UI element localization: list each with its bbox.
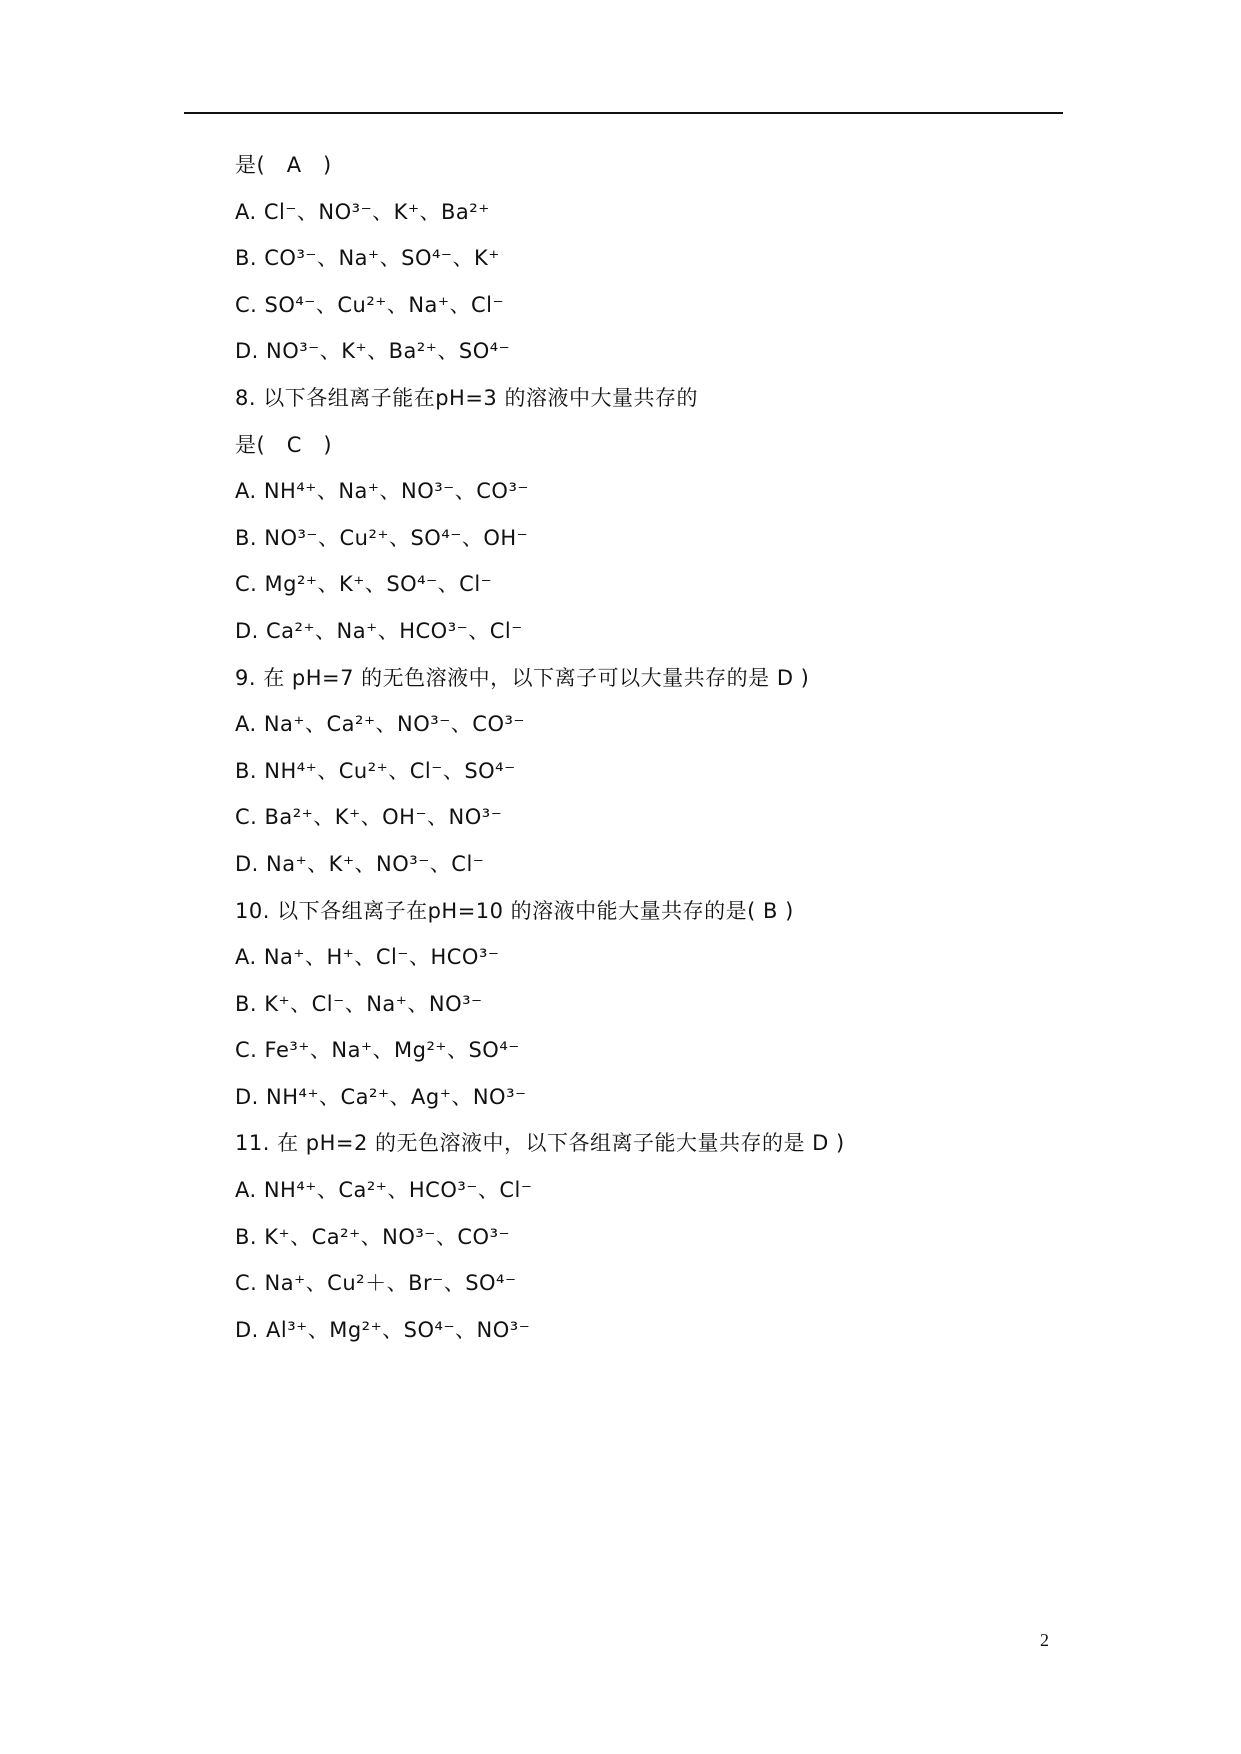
- option-d: D. Na⁺、K⁺、NO³⁻、Cl⁻: [235, 851, 485, 876]
- option-b: B. NO³⁻、Cu²⁺、SO⁴⁻、OH⁻: [235, 525, 529, 550]
- question-10: 10. 以下各组离子在pH=10 的溶液中能大量共存的是( B ): [235, 898, 794, 923]
- option-a: A. Na⁺、H⁺、Cl⁻、HCO³⁻: [235, 945, 500, 970]
- option-b: B. K⁺、Ca²⁺、NO³⁻、CO³⁻: [235, 1224, 511, 1249]
- option-d: D. Al³⁺、Mg²⁺、SO⁴⁻、NO³⁻: [235, 1317, 531, 1342]
- option-c: C. Na⁺、Cu²＋、Br⁻、SO⁴⁻: [235, 1271, 517, 1296]
- answer-line: 是( C ): [235, 432, 333, 457]
- option-a: A. NH⁴⁺、Na⁺、NO³⁻、CO³⁻: [235, 479, 529, 504]
- question-11: 11. 在 pH=2 的无色溶液中，以下各组离子能大量共存的是 D ): [235, 1131, 845, 1156]
- option-d: D. Ca²⁺、Na⁺、HCO³⁻、Cl⁻: [235, 618, 523, 643]
- option-c: C. Fe³⁺、Na⁺、Mg²⁺、SO⁴⁻: [235, 1038, 520, 1063]
- option-a: A. Cl⁻、NO³⁻、K⁺、Ba²⁺: [235, 199, 490, 224]
- option-c: C. Mg²⁺、K⁺、SO⁴⁻、Cl⁻: [235, 572, 493, 597]
- question-8: 8. 以下各组离子能在pH=3 的溶液中大量共存的: [235, 385, 698, 410]
- option-c: C. Ba²⁺、K⁺、OH⁻、NO³⁻: [235, 805, 503, 830]
- answer-line: 是( A ): [235, 153, 332, 177]
- question-9: 9. 在 pH=7 的无色溶液中，以下离子可以大量共存的是 D ): [235, 665, 810, 690]
- option-c: C. SO⁴⁻、Cu²⁺、Na⁺、Cl⁻: [235, 292, 505, 317]
- option-b: B. NH⁴⁺、Cu²⁺、Cl⁻、SO⁴⁻: [235, 758, 516, 783]
- option-b: B. CO³⁻、Na⁺、SO⁴⁻、K⁺: [235, 246, 500, 271]
- option-a: A. NH⁴⁺、Ca²⁺、HCO³⁻、Cl⁻: [235, 1178, 533, 1203]
- header-divider: [184, 112, 1063, 114]
- option-d: D. NH⁴⁺、Ca²⁺、Ag⁺、NO³⁻: [235, 1084, 527, 1109]
- option-b: B. K⁺、Cl⁻、Na⁺、NO³⁻: [235, 991, 483, 1016]
- question-content: [235, 148, 1055, 1359]
- page-number: 2: [1040, 1630, 1049, 1650]
- option-a: A. Na⁺、Ca²⁺、NO³⁻、CO³⁻: [235, 712, 525, 737]
- option-d: D. NO³⁻、K⁺、Ba²⁺、SO⁴⁻: [235, 339, 511, 364]
